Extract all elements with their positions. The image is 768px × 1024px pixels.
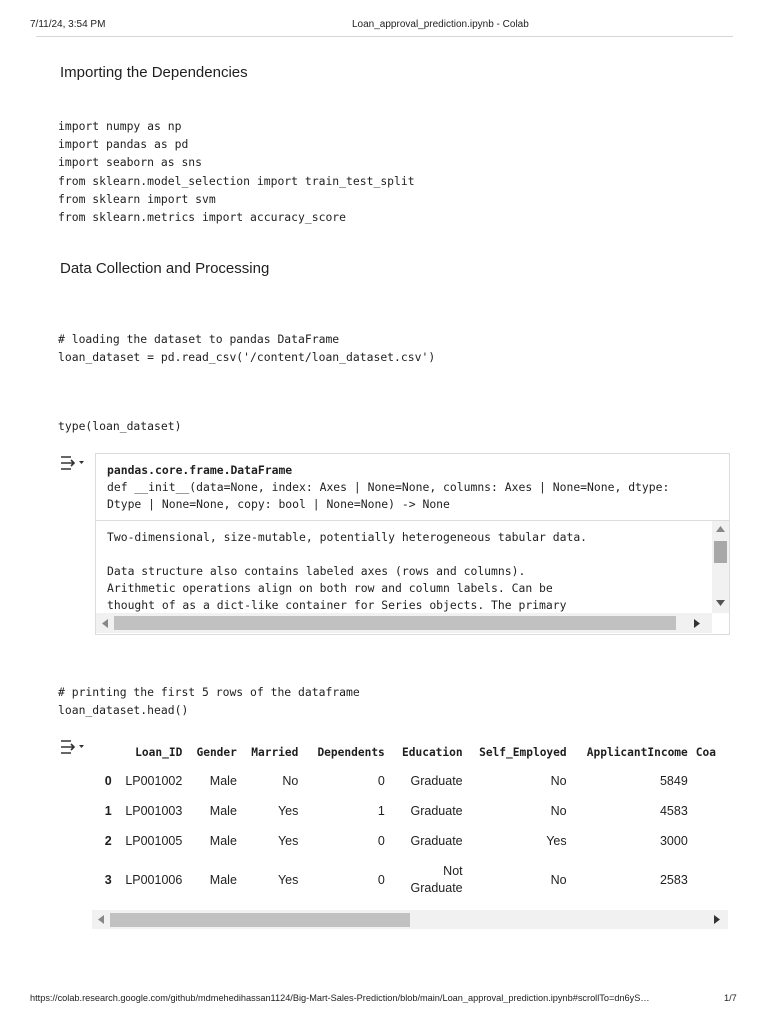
docstring-output [95,453,730,635]
print-footer-url: https://colab.research.google.com/github/mdmehedihassan1124/Big-Mart-Sales-Prediction/blob/main/Loan_approval_prediction.ipynb#scrollTo=dn6yS… [30,993,650,1003]
doc-line: Two-dimensional, size-mutable, potentially heterogeneous tabular data. [107,530,588,544]
table-cell: Graduate [410,774,463,788]
table-cell: 1 [377,804,385,818]
signature-line: Dtype | None=None, copy: bool | None=None) -> None [107,497,450,511]
table-cell: 4583 [659,804,688,818]
table-cell: Yes [277,804,299,818]
print-title: Loan_approval_prediction.ipynb - Colab [352,19,529,30]
code-line: import pandas as pd [58,137,189,152]
markdown-heading-dependencies: Importing the Dependencies [60,64,248,81]
table-cell: LP001006 [125,873,183,887]
table-cell: Not Graduate [410,864,463,895]
table-cell: No [550,774,567,788]
code-line: from sklearn import svm [58,191,216,206]
horizontal-scroll-thumb[interactable] [114,616,676,630]
column-header: ApplicantIncome [586,745,688,759]
row-index: 2 [104,834,112,848]
table-cell: No [282,774,299,788]
code-line: loan_dataset.head() [58,703,189,718]
table-cell: 5849 [659,774,688,788]
docstring-header [96,454,729,521]
table-cell: 3000 [659,834,688,848]
code-cell-head[interactable] [58,683,360,719]
table-cell: Yes [546,834,567,848]
scroll-right-icon[interactable] [714,915,720,924]
row-index: 3 [104,873,112,887]
column-header: Coa [695,745,717,759]
code-line: import numpy as np [58,119,182,133]
scroll-up-icon[interactable] [716,526,725,533]
column-header: Married [251,745,299,759]
table-cell: Yes [277,834,299,848]
table-cell: 0 [377,873,385,887]
row-index: 0 [104,774,112,788]
vertical-scroll-thumb[interactable] [714,541,727,563]
column-header [95,738,116,766]
print-page-number: 1/7 [724,993,737,1003]
doc-line: Data structure also contains labeled axes (rows and columns). [107,564,526,578]
header-divider [36,36,733,37]
code-line: loan_dataset = pd.read_csv('/content/loan_dataset.csv') [58,350,436,365]
doc-line: thought of as a dict-like container for Series objects. The primary [107,598,567,612]
table-cell: LP001005 [125,834,183,848]
row-index: 1 [104,804,112,818]
column-header: Dependents [317,745,385,759]
horizontal-scrollbar[interactable] [96,613,712,633]
column-header: Education [402,745,463,759]
column-header: Gender [196,745,237,759]
code-line: # loading the dataset to pandas DataFrame [58,332,340,346]
output-toggle-icon[interactable] [60,738,86,756]
doc-line [107,547,707,564]
table-cell: LP001002 [125,774,183,788]
table-cell: No [550,873,567,887]
table-cell: LP001003 [125,804,183,818]
table-cell: No [550,804,567,818]
code-line: from sklearn.metrics import accuracy_score [58,210,347,225]
vertical-scrollbar[interactable] [712,521,729,613]
table-cell: Yes [277,873,299,887]
column-header: Self_Employed [479,745,567,759]
table-row [95,826,728,856]
scroll-left-icon[interactable] [98,915,104,924]
scroll-left-icon[interactable] [102,619,108,628]
table-horizontal-scrollbar[interactable] [92,910,728,929]
scroll-down-icon[interactable] [716,600,725,607]
print-datetime: 7/11/24, 3:54 PM [30,19,106,30]
code-line: import seaborn as sns [58,155,203,170]
table-cell: Graduate [410,804,463,818]
table-header-row [95,738,728,766]
table-cell: Male [209,873,237,887]
table-cell: Male [209,804,237,818]
table-row [95,766,728,796]
table-cell: Male [209,834,237,848]
table-cell: Male [209,774,237,788]
markdown-heading-data-collection: Data Collection and Processing [60,260,270,277]
table-row [95,796,728,826]
code-line: type(loan_dataset) [58,419,182,433]
table-cell: 2583 [659,873,688,887]
output-toggle-icon[interactable] [60,454,86,472]
dataframe-output [95,738,728,908]
table-cell: 0 [377,834,385,848]
code-line: from sklearn.model_selection import train_test_split [58,173,415,188]
table-scroll-thumb[interactable] [110,913,410,927]
signature-line: def __init__(data=None, index: Axes | None=None, columns: Axes | None=None, dtype: [107,480,670,494]
docstring-body[interactable] [107,530,707,614]
code-cell-type[interactable] [58,417,181,435]
column-header: Loan_ID [135,745,183,759]
class-name: pandas.core.frame.DataFrame [107,463,293,477]
table-cell: Graduate [410,834,463,848]
code-cell-load-dataset[interactable] [58,330,435,366]
table-cell: 0 [377,774,385,788]
doc-line: Arithmetic operations align on both row and column labels. Can be [107,581,553,595]
dataframe-table [95,738,728,904]
table-row [95,856,728,904]
scroll-right-icon[interactable] [694,619,700,628]
code-cell-imports[interactable] [58,117,415,226]
code-line: # printing the first 5 rows of the dataframe [58,685,360,699]
